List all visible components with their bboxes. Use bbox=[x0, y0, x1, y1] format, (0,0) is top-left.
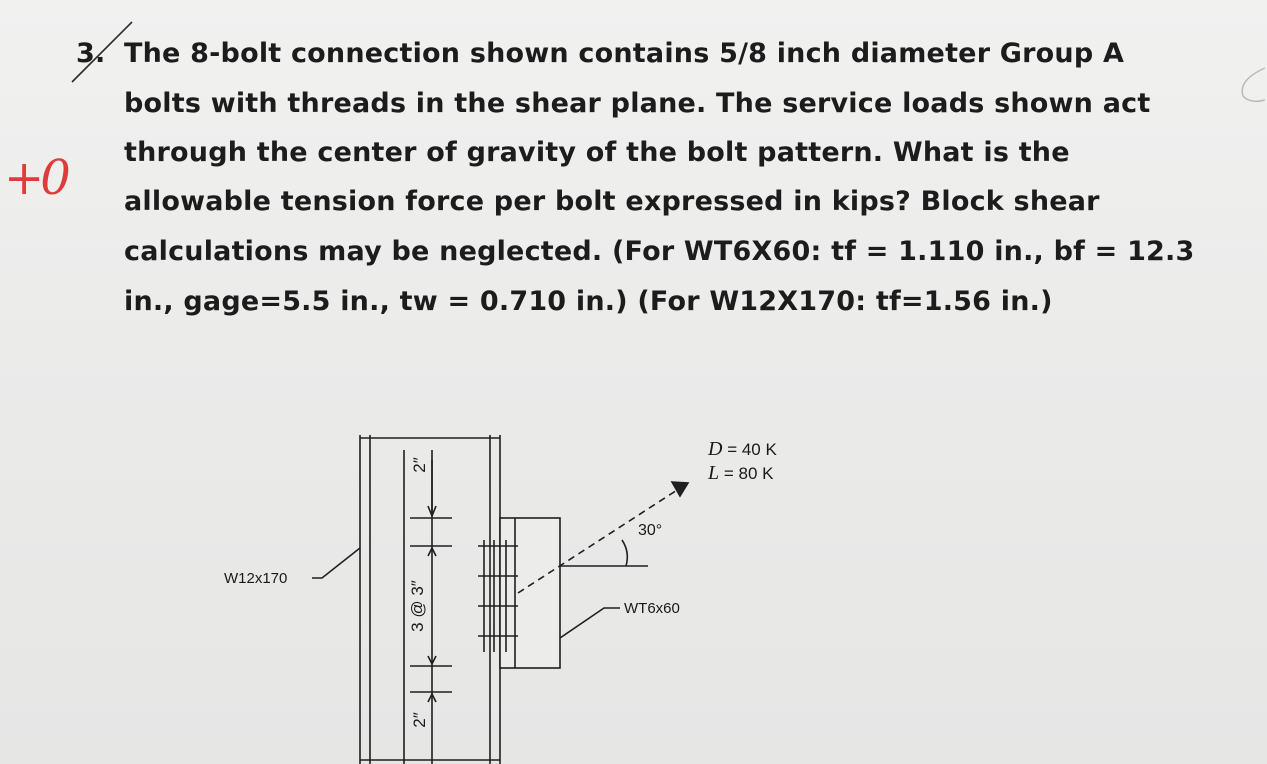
dim-bottom: 2″ bbox=[410, 712, 429, 728]
live-load-label bbox=[708, 462, 773, 485]
problem-line-3: through the center of gravity of the bolt pattern. What is the bbox=[124, 137, 1070, 168]
wt-stem bbox=[500, 518, 560, 668]
problem-number: 3. bbox=[76, 38, 106, 69]
problem-line-4: allowable tension force per bolt expressed in kips? Block shear bbox=[124, 186, 1100, 217]
dim-top: 2″ bbox=[410, 457, 429, 473]
load-arrowhead bbox=[672, 482, 688, 496]
angle-label: 30° bbox=[638, 522, 663, 539]
problem-line-2: bolts with threads in the shear plane. The service loads shown act bbox=[124, 88, 1151, 119]
problem-line-5: calculations may be neglected. (For WT6X60: tf = 1.110 in., bf = 12.3 bbox=[124, 236, 1195, 267]
dead-load-var: D bbox=[708, 438, 723, 460]
problem-line-1: The 8-bolt connection shown contains 5/8 inch diameter Group A bbox=[124, 38, 1125, 69]
live-load-value: = 80 K bbox=[723, 464, 774, 483]
dim-middle: 3 @ 3″ bbox=[408, 580, 427, 632]
tee-leader bbox=[560, 608, 620, 638]
tee-label: WT6x60 bbox=[624, 600, 680, 617]
dead-load-label bbox=[708, 438, 777, 461]
dead-load-value: = 40 K bbox=[727, 440, 777, 459]
grade-mark: +0 bbox=[4, 150, 67, 206]
angle-arc bbox=[622, 540, 627, 566]
live-load-var: L bbox=[708, 462, 720, 484]
problem-line-6: in., gage=5.5 in., tw = 0.710 in.) (For W12X170: tf=1.56 in.) bbox=[124, 286, 1053, 317]
column-leader bbox=[312, 548, 360, 578]
column-label: W12x170 bbox=[224, 570, 288, 587]
